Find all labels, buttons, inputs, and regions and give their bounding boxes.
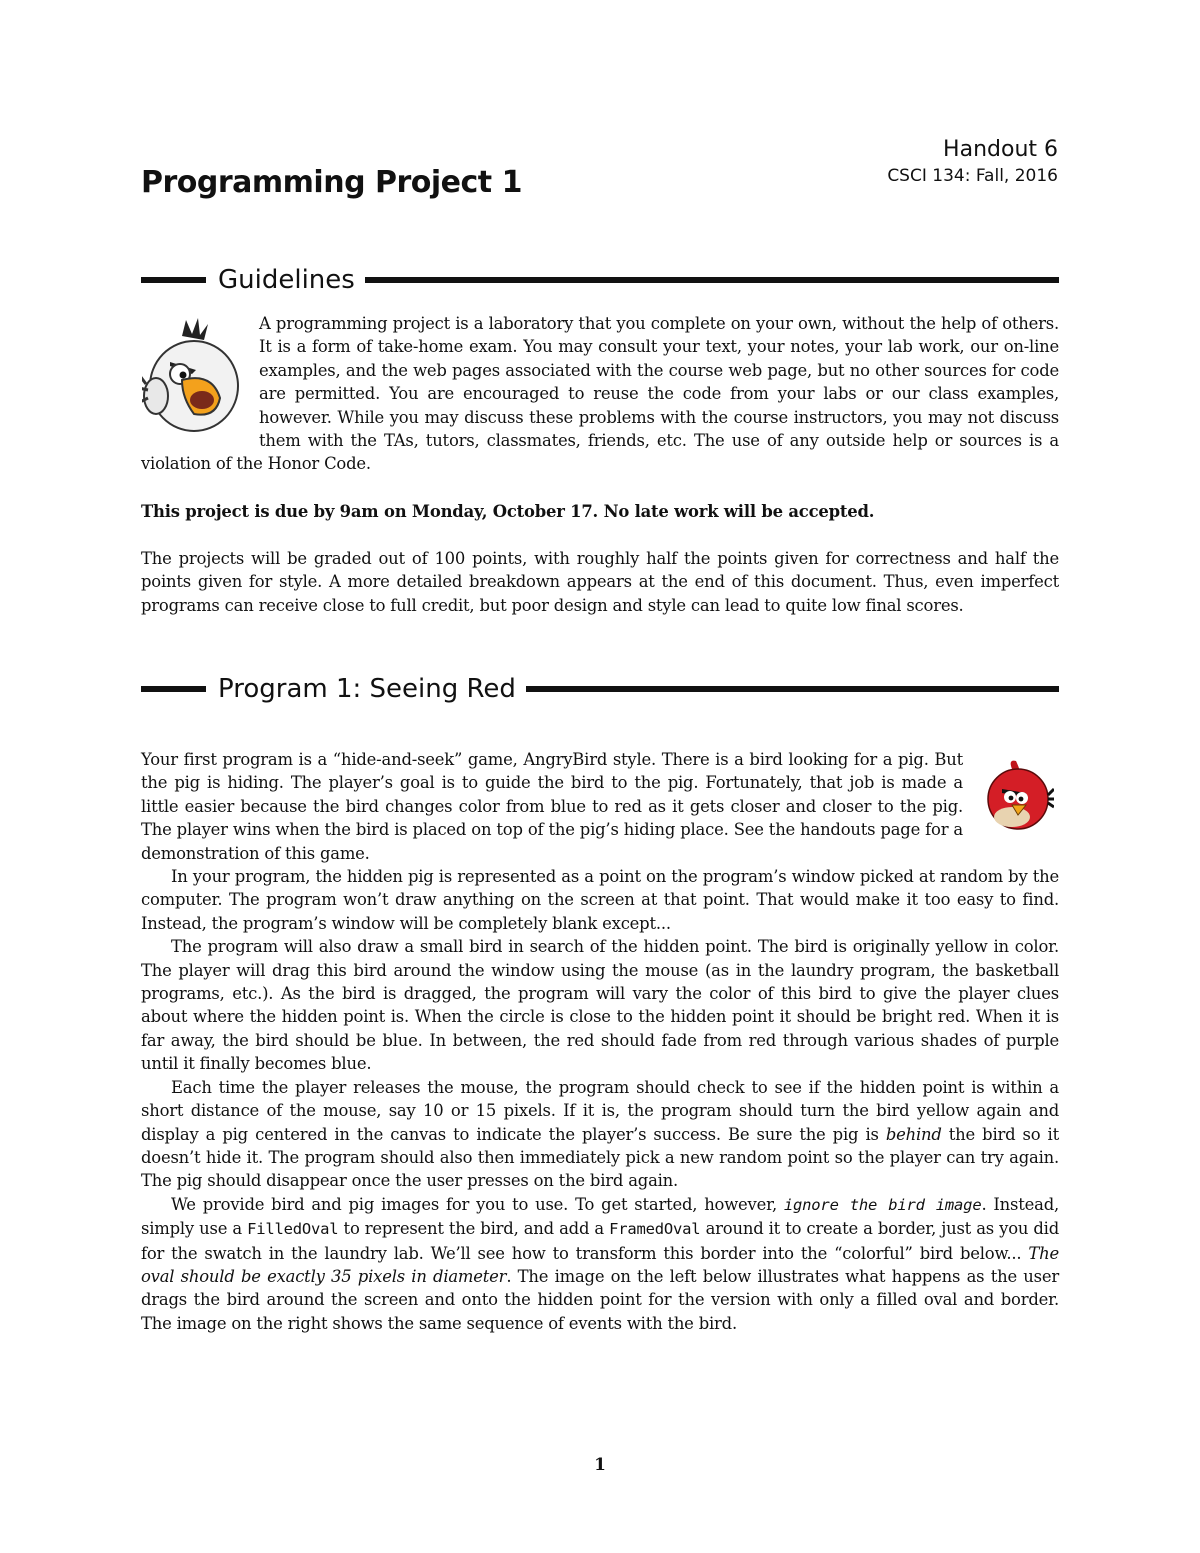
heading-rule-right (526, 686, 1059, 692)
p5-text-e: . The image on the left below illustrates what happens as the user drags the bird around the screen and onto the hidden point for the version with only a filled oval and border. The image on the right shows the same sequence of events with the bird. (141, 1266, 1060, 1333)
program1-para-1: Your first program is a “hide-and-seek” game, AngryBird style. There is a bird looking for a pig. But the pig is hiding. The player’s goal is to guide the bird to the pig. Fortunately, that job is made a little easier because the bird changes color from blue to red as it gets closer and closer to the pig. The player wins when the bird is placed on top of the pig’s hiding place. See the handouts page for a demonstration of this game. (141, 750, 963, 863)
guidelines-text: A programming project is a laboratory that you complete on your own, without the help of others. It is a form of take-home exam. You may consult your text, your notes, your lab work, our on-line examples, and the web pages associated with the course web page, but no other sources for code are permitted. You are encouraged to reuse the code from your labs or our class examples, however. While you may discuss these problems with the course instructors, you may not discuss them with the TAs, tutors, classmates, friends, etc. The use of any outside help or sources is a violation of the Honor Code. (141, 314, 1059, 474)
page-number: 1 (594, 1455, 606, 1475)
p5-text-b: . Instead, simply use a (141, 1194, 1060, 1239)
heading-rule-left (141, 686, 206, 692)
program1-para-4 (141, 1078, 1059, 1191)
page-title: Programming Project 1 (141, 165, 522, 200)
program1-para-2: In your program, the hidden pig is represented as a point on the program’s window picked at random by the computer. The program won’t draw anything on the screen at that point. That would make it too easy to find. Instead, the program’s window will be completely blank except... (141, 867, 1059, 933)
program1-heading (141, 672, 1059, 706)
due-date-notice: This project is due by 9am on Monday, October 17. No late work will be accepted. (141, 502, 875, 521)
course-label: CSCI 134: Fall, 2016 (887, 166, 1058, 186)
p4-text-b: the bird so it doesn’t hide it. The program should also then immediately pick a new random point so the player can try again. The pig should disappear once the user presses on the bird again. (141, 1124, 1059, 1191)
grading-paragraph: The projects will be graded out of 100 points, with roughly half the points given for correctness and half the points given for style. A more detailed breakdown appears at the end of this document. Thus, even imperfect programs can receive close to full credit, but poor design and style can lead to quite low final scores. (141, 549, 1059, 615)
p5-text-d: around it to create a border, just as you did for the swatch in the laundry lab. We’ll see how to transform this border into the “colorful” bird below... (141, 1219, 1059, 1263)
code-framed-oval: FramedOval (609, 1220, 701, 1239)
program1-para-3: The program will also draw a small bird in search of the hidden point. The bird is originally yellow in color. The player will drag this bird around the window using the mouse (as in the laundry program, the basketball programs, etc.). As the bird is dragged, the program will vary the color of this bird to give the player clues about where the hidden point is. When the circle is close to the hidden point it should be bright red. When it is far away, the bird should be blue. In between, the red should fade from red through various shades of purple until it finally becomes blue. (141, 937, 1059, 1074)
code-filled-oval: FilledOval (247, 1220, 339, 1239)
p5-emphasis-2: The oval should be exactly 35 pixels in diameter (141, 1243, 1059, 1286)
p5-text-a: We provide bird and pig images for you to use. To get started, however, (171, 1194, 784, 1214)
guidelines-heading (141, 263, 1059, 297)
handout-number: Handout 6 (943, 137, 1058, 162)
program1-heading-text: Program 1: Seeing Red (218, 674, 516, 704)
p5-text-c: to represent the bird, and add a (338, 1219, 610, 1239)
heading-rule-right (365, 277, 1059, 283)
white-bird-spacer (141, 312, 259, 449)
guidelines-paragraph (141, 312, 1059, 476)
heading-rule-left (141, 277, 206, 283)
p5-emphasis-1: ignore the bird image (783, 1195, 982, 1214)
p4-text-a: Each time the player releases the mouse, the program should check to see if the hidden point is within a short distance of the mouse, say 10 or 15 pixels. If it is, the program should turn the bird yellow again and display a pig centered in the canvas to indicate the player’s success. Be sure the pig is (141, 1077, 1059, 1144)
p4-emphasis: behind (885, 1124, 942, 1144)
program1-body (141, 748, 1059, 1335)
guidelines-heading-text: Guidelines (218, 265, 355, 295)
program1-para-5 (141, 1195, 1059, 1333)
red-bird-spacer (963, 748, 1059, 848)
